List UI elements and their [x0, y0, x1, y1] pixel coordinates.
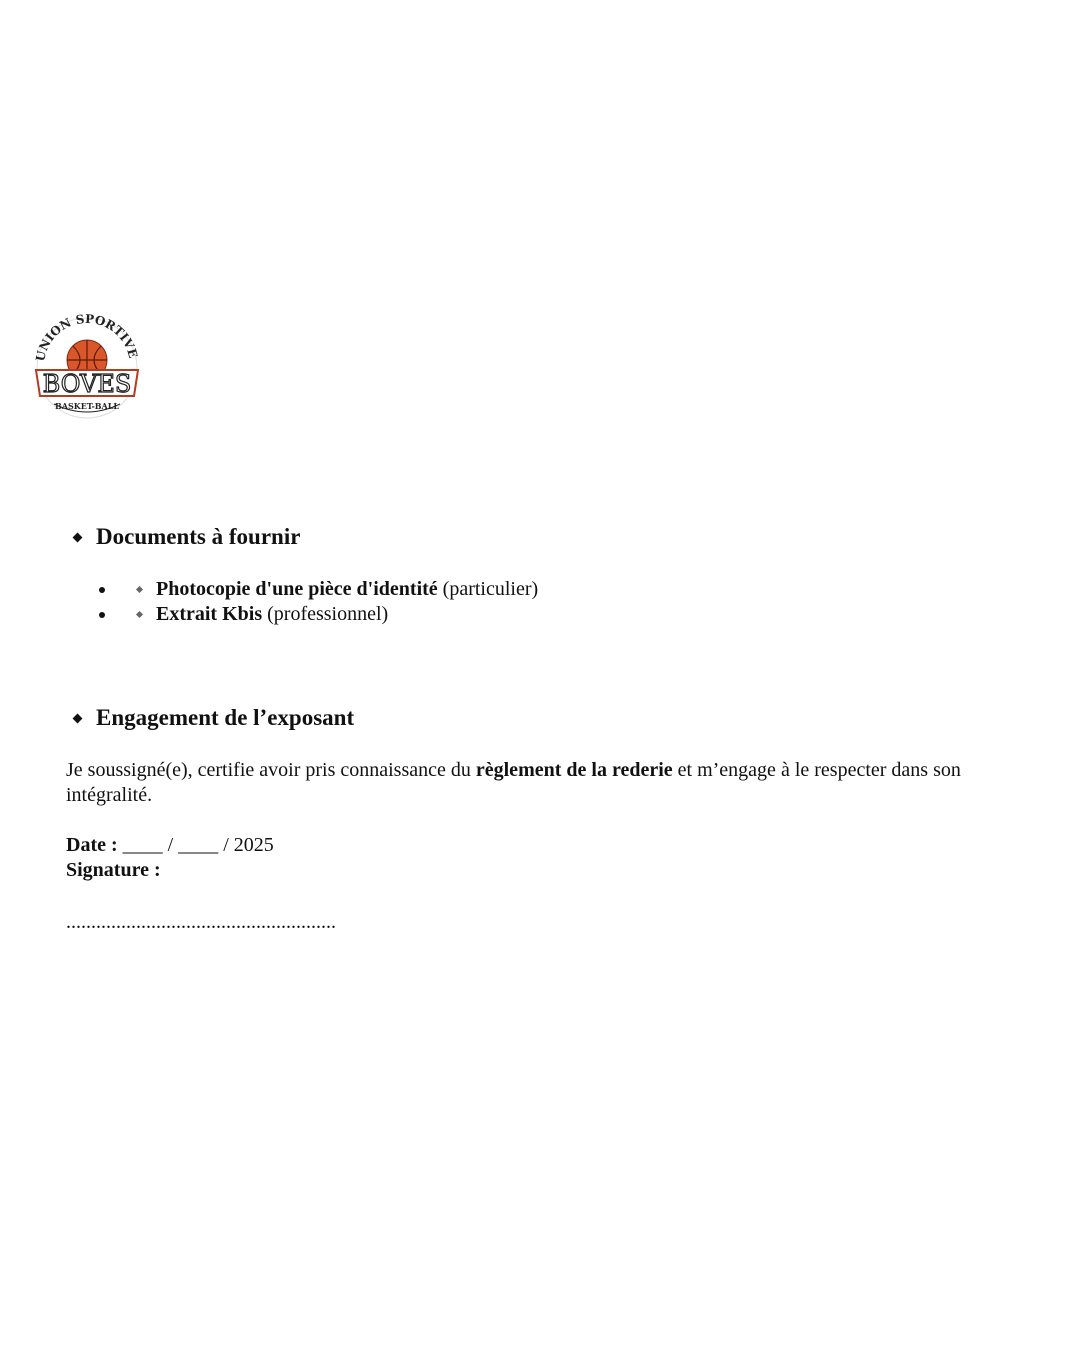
signature-label: Signature : — [66, 859, 161, 881]
date-line — [66, 833, 274, 858]
bullet-dot-icon — [99, 612, 105, 618]
club-logo — [26, 308, 148, 428]
document-item-bold: Photocopie d'une pièce d'identité — [156, 578, 438, 600]
engagement-text-start: Je soussigné(e), certifie avoir pris connaissance du — [66, 759, 476, 781]
engagement-text-bold: règlement de la rederie — [475, 759, 673, 781]
documents-heading — [70, 524, 300, 550]
list-item — [96, 577, 538, 602]
signature-line-label — [66, 858, 274, 883]
diamond-bullet-icon — [73, 713, 83, 723]
diamond-bullet-icon — [73, 532, 83, 542]
diamond-bullet-icon — [136, 611, 143, 618]
document-item-bold: Extrait Kbis — [156, 603, 263, 625]
logo-subtext: BASKET-BALL — [55, 401, 119, 411]
signature-form — [66, 833, 274, 883]
date-field[interactable]: ____ / ____ / 2025 — [117, 834, 274, 856]
date-label: Date : — [66, 834, 118, 856]
documents-list — [96, 577, 538, 627]
list-item — [96, 602, 538, 627]
engagement-heading — [70, 705, 354, 731]
documents-heading-text: Documents à fournir — [96, 524, 301, 549]
signature-field[interactable]: ...................................................... — [66, 911, 336, 933]
document-item-note: (professionnel) — [262, 603, 389, 625]
document-item-note: (particulier) — [437, 578, 539, 600]
logo-name: BOVES — [42, 370, 132, 398]
engagement-paragraph — [66, 758, 1026, 808]
bullet-dot-icon — [99, 587, 105, 593]
logo-arc-text: UNION SPORTIVE — [33, 311, 141, 363]
diamond-bullet-icon — [136, 586, 143, 593]
boves-logo-graphic — [26, 308, 148, 428]
engagement-text-end: et m’engage à le respecter dans son intégralité. — [66, 759, 961, 806]
engagement-heading-text: Engagement de l’exposant — [96, 705, 355, 730]
